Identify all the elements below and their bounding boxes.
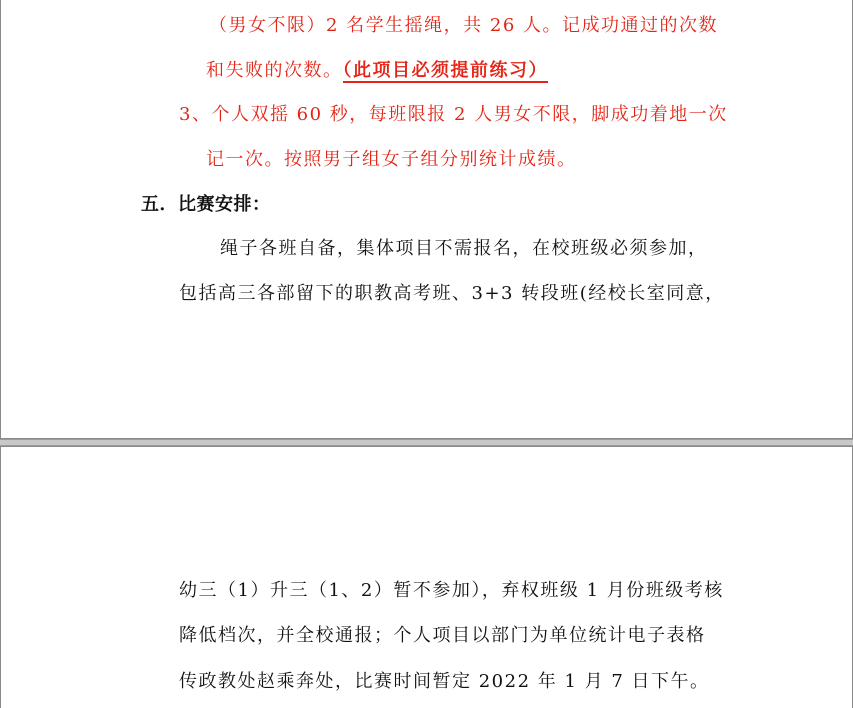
practice-note: （此项目必须提前练习） xyxy=(342,60,548,81)
rule-line-rope-turners: （男女不限）2 名学生摇绳，共 26 人。记成功通过的次数 xyxy=(209,15,719,36)
body-line-includes: 包括高三各部留下的职教高考班、3+3 转段班(经校长室同意， xyxy=(179,283,725,304)
body-line-date: 传政教处赵乘奔处，比赛时间暂定 2022 年 1 月 7 日下午。 xyxy=(179,671,710,692)
section-heading-schedule: 五．比赛安排： xyxy=(141,194,271,215)
body-line-report: 降低档次，并全校通报；个人项目以部门为单位统计电子表格 xyxy=(179,625,706,646)
rule-line-double-skip: 3、个人双摇 60 秒，每班限报 2 人男女不限，脚成功着地一次 xyxy=(179,104,728,125)
page-gap xyxy=(0,439,853,446)
body-line-ropes: 绳子各班自备，集体项目不需报名，在校班级必须参加， xyxy=(220,238,708,259)
body-line-forfeit: 幼三（1）升三（1、2）暂不参加），弃权班级 1 月份班级考核 xyxy=(179,580,724,601)
document-page-2 xyxy=(0,446,853,708)
rule-line-failures xyxy=(206,58,548,84)
rule-line-scoring: 记一次。按照男子组女子组分别统计成绩。 xyxy=(206,149,577,170)
rule-line-failures-text: 和失败的次数。 xyxy=(206,60,343,81)
